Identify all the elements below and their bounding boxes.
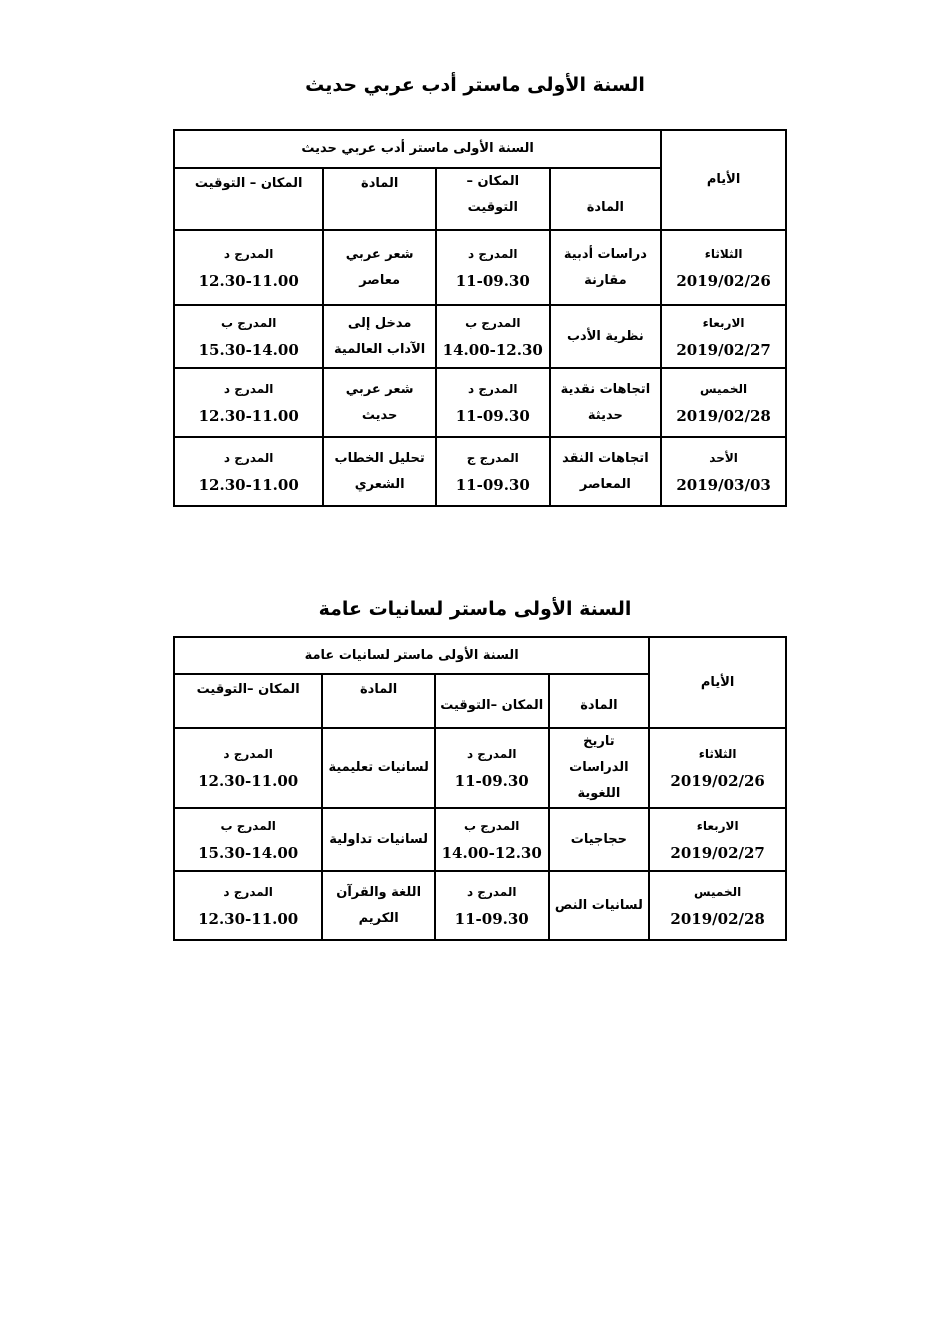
time: 12.30-11.00 [198,271,299,290]
subject-cell: دراسات أدبية مقارنة [550,230,662,305]
day-cell [661,305,786,368]
subject-cell: حجاجيات [549,808,650,871]
day-date: 2019/02/26 [670,772,765,790]
place-time-cell [174,368,323,437]
day-cell [661,230,786,305]
place-time-cell [436,305,550,368]
table-row [174,230,786,305]
day-date: 2019/02/26 [676,271,771,290]
day-name: الخميس [694,884,742,899]
day-date: 2019/02/27 [670,843,765,862]
place-time-cell [435,728,549,808]
day-cell [661,368,786,437]
subject-cell: اتجاهات نقدية حديثة [550,368,662,437]
schedule-table-modern-arabic-literature [173,129,787,507]
subject-column-header: المادة [322,674,435,728]
day-name: الخميس [699,381,748,396]
day-cell [649,728,786,808]
time: 11-09.30 [455,475,530,494]
time: 12.30-11.00 [198,406,299,425]
day-name: الأحد [709,450,738,465]
place-time-column-header: المكان –التوقيت [435,674,549,728]
place-time-column-header: المكان –التوقيت [174,674,322,728]
table-row [174,871,786,940]
room: المدرج د [223,884,273,899]
time: 11-09.30 [454,772,529,790]
day-date: 2019/02/28 [670,909,765,928]
day-name: الاربعاء [696,818,739,833]
place-time-cell [174,808,322,871]
room: المدرج د [223,381,274,396]
day-date: 2019/02/28 [676,406,771,425]
room: المدرج ب [220,315,277,330]
time: 14.00-12.30 [441,843,542,862]
table-subheader: السنة الأولى ماستر لسانيات عامة [174,637,649,674]
day-cell [649,871,786,940]
table-row [174,368,786,437]
page-title-general-linguistics: السنة الأولى ماستر لسانيات عامة [318,598,632,620]
table-row [174,305,786,368]
room: المدرج ب [220,818,276,833]
room: المدرج د [223,450,274,465]
subject-cell: شعر عربي معاصر [323,230,436,305]
subject-cell: نظرية الأدب [550,305,662,368]
place-time-cell [174,871,322,940]
subject-column-header: المادة [550,168,662,230]
place-time-column-header: المكان – التوقيت [436,168,550,230]
page-title-modern-arabic-literature: السنة الأولى ماستر أدب عربي حديث [305,74,645,96]
place-time-cell [174,437,323,506]
day-name: الثلاثاء [698,747,737,761]
day-name: الاربعاء [702,315,745,330]
day-date: 2019/03/03 [676,475,771,494]
subject-cell: مدخل إلى الآداب العالمية [323,305,436,368]
day-cell [661,437,786,506]
place-time-column-header: المكان – التوقيت [174,168,323,230]
subject-cell: لسانيات تعليمية [322,728,435,808]
subject-column-header: المادة [549,674,650,728]
time: 14.00-12.30 [442,340,543,359]
time: 11-09.30 [454,909,529,928]
room: المدرج د [468,381,518,396]
room: المدرج د [466,884,517,899]
subject-column-header: المادة [323,168,436,230]
room: المدرج د [466,747,517,761]
room: المدرج د [223,747,273,761]
time: 11-09.30 [455,271,530,290]
subject-cell: اللغة والقرآن الكريم [322,871,435,940]
day-date: 2019/02/27 [676,340,771,359]
table-subheader: السنة الأولى ماستر أدب عربي حديث [174,130,661,168]
schedule-table-general-linguistics [173,636,787,941]
subject-cell: لسانيات تداولية [322,808,435,871]
place-time-cell [174,728,322,808]
time: 12.30-11.00 [198,772,299,790]
place-time-cell [435,808,549,871]
place-time-cell [436,230,550,305]
table-row [174,437,786,506]
room: المدرج د [468,246,518,261]
day-cell [649,808,786,871]
place-time-cell [174,230,323,305]
place-time-cell [436,368,550,437]
room: المدرج ج [466,450,519,465]
days-column-header: الأيام [649,637,786,728]
place-time-cell [436,437,550,506]
subject-cell: تاريخ الدراسات اللغوية [549,728,650,808]
table-row [174,728,786,808]
time: 11-09.30 [455,406,530,425]
room: المدرج ب [465,315,521,330]
time: 15.30-14.00 [198,340,299,359]
time: 15.30-14.00 [198,843,299,862]
room: المدرج ب [464,818,520,833]
time: 12.30-11.00 [198,909,299,928]
subject-cell: اتجاهات النقد المعاصر [550,437,662,506]
place-time-cell [435,871,549,940]
room: المدرج د [223,246,274,261]
day-name: الثلاثاء [704,246,743,261]
subject-cell: شعر عربي حديث [323,368,436,437]
days-column-header: الأيام [661,130,786,230]
table-row [174,808,786,871]
subject-cell: لسانيات النص [549,871,650,940]
place-time-cell [174,305,323,368]
time: 12.30-11.00 [198,475,299,494]
subject-cell: تحليل الخطاب الشعري [323,437,436,506]
